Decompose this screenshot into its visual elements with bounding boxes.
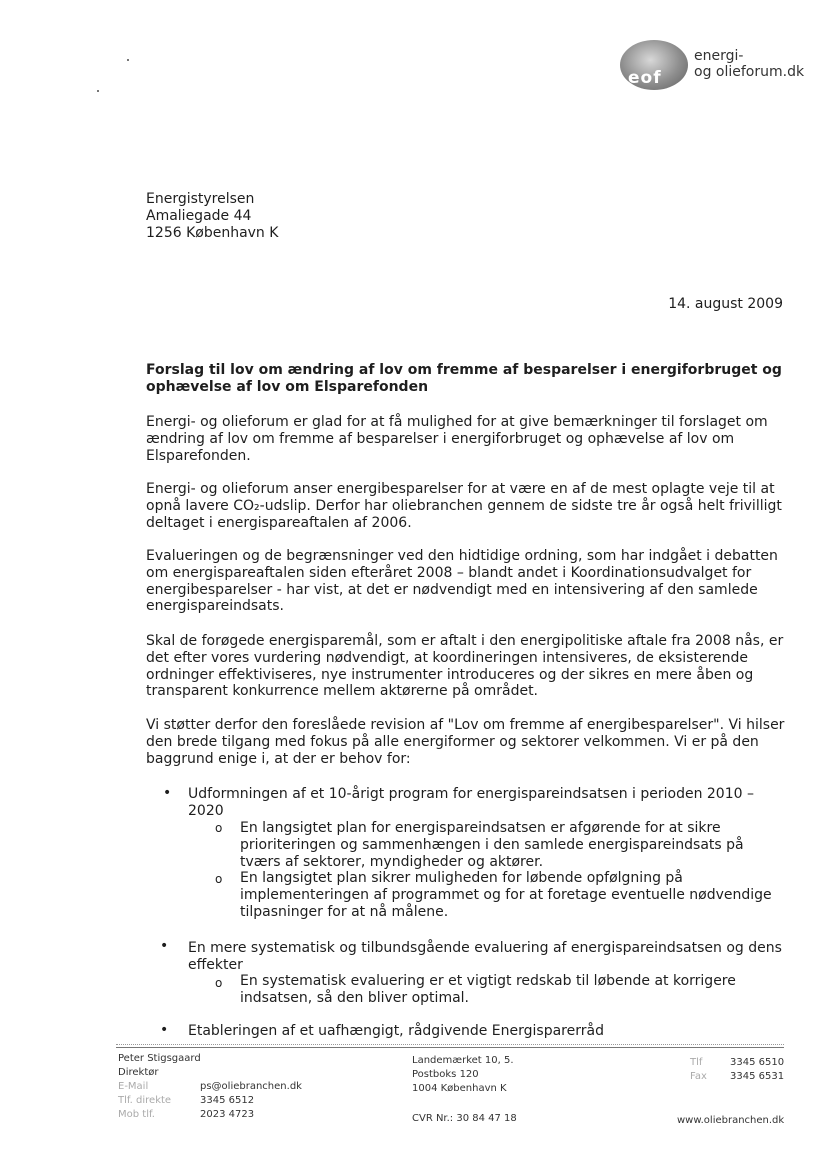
- eof-badge-icon: [620, 40, 688, 90]
- recipient-line: Amaliegade 44: [146, 208, 252, 224]
- sub-bullet-item: En langsigtet plan sikrer muligheden for løbende opfølgning på implementeringen af programmet og for at foretage eventuelle nødvendige tilpasninger for at nå målene.: [240, 870, 772, 920]
- footer-address-line: 1004 København K: [412, 1083, 507, 1094]
- bullet-icon: •: [160, 938, 169, 954]
- paragraph: Energi- og olieforum anser energibesparelser for at være en af de mest oplagte veje til at opnå lavere CO₂-udslip. Derfor har oliebranchen gennem de sidste tre år også helt frivilligt deltaget i energispareaftalen af 2006.: [146, 481, 782, 531]
- footer-tel: 3345 6510: [730, 1057, 785, 1068]
- bullet-item: Udformningen af et 10-årigt program for energispareindsatsen i perioden 2010 – 2020: [188, 786, 754, 819]
- paragraph: Evalueringen og de begrænsninger ved den hidtidige ordning, som har indgået i debatten om energispareaftalen siden efteråret 2008 – blandt andet i Koordinationsudvalget for energibesparelser - har vist, at det er nødvendigt med en intensivering af den samlede energispareindsats.: [146, 548, 778, 615]
- logo-wordmark: [694, 48, 804, 80]
- scan-speck: [127, 59, 129, 61]
- circle-bullet-icon: o: [215, 821, 223, 835]
- footer-address-line: Postboks 120: [412, 1069, 479, 1080]
- footer-direct-label: Tlf. direkte: [118, 1095, 172, 1106]
- bullet-icon: •: [160, 1022, 169, 1038]
- footer-mobile-label: Mob tlf.: [118, 1109, 155, 1120]
- circle-bullet-icon: o: [215, 976, 223, 990]
- footer-contact: [118, 1052, 302, 1122]
- footer-divider-dotted: [116, 1044, 784, 1045]
- footer-email[interactable]: ps@oliebranchen.dk: [200, 1081, 302, 1092]
- circle-bullet-icon: o: [215, 872, 223, 886]
- footer-address: [412, 1054, 514, 1096]
- footer-role: Direktør: [118, 1067, 159, 1078]
- footer-email-row: [118, 1080, 302, 1094]
- footer-website-link[interactable]: www.oliebranchen.dk: [677, 1115, 785, 1126]
- footer-phone-block: [690, 1056, 784, 1084]
- logo-badge-text: eof: [628, 68, 662, 88]
- footer-cvr: CVR Nr.: 30 84 47 18: [412, 1113, 517, 1124]
- bullet-icon: •: [163, 785, 172, 801]
- company-logo: [618, 36, 818, 96]
- footer-fax-label: Fax: [690, 1071, 707, 1082]
- footer-direct-row: [118, 1094, 302, 1108]
- footer-mobile-row: [118, 1108, 302, 1122]
- letter-date: 14. august 2009: [668, 296, 783, 312]
- logo-line-2: og olieforum.dk: [694, 64, 805, 80]
- letter-title: Forslag til lov om ændring af lov om fremme af besparelser i energiforbruget og ophævelse af lov om Elsparefonden: [146, 362, 782, 395]
- footer-mobile-phone: 2023 4723: [200, 1109, 255, 1120]
- paragraph: Skal de forøgede energisparemål, som er aftalt i den energipolitiske aftale fra 2008 nås, er det efter vores vurdering nødvendigt, at koordineringen intensiveres, de eksisterende ordninger effektiviseres, nye instrumenter introduceres og der sikres en mere åben og transparent konkurrence mellem aktørerne på området.: [146, 633, 784, 700]
- recipient-line: 1256 København K: [146, 225, 279, 241]
- paragraph: Vi støtter derfor den foreslåede revision af "Lov om fremme af energibesparelser". Vi hilser den brede tilgang med fokus på alle energiformer og sektorer velkommen. Vi er på den baggrund enige i, at der er behov for:: [146, 717, 785, 767]
- paragraph: Energi- og olieforum er glad for at få mulighed for at give bemærkninger til forslaget om ændring af lov om fremme af besparelser i energiforbruget og ophævelse af lov om Elsparefonden.: [146, 414, 768, 464]
- footer-divider: [116, 1047, 784, 1048]
- logo-line-1: energi-: [694, 48, 744, 64]
- recipient-address: [146, 191, 278, 242]
- bullet-item: En mere systematisk og tilbundsgående evaluering af energispareindsatsen og dens effekter: [188, 940, 782, 973]
- sub-bullet-item: En langsigtet plan for energispareindsatsen er afgørende for at sikre prioriteringen og sammenhængen i den samlede energispareindsats på tværs af sektorer, myndigheder og aktører.: [240, 820, 744, 870]
- bullet-item: Etableringen af et uafhængigt, rådgivende Energisparerråd: [188, 1023, 604, 1039]
- recipient-line: Energistyrelsen: [146, 191, 255, 207]
- sub-bullet-item: En systematisk evaluering er et vigtigt redskab til løbende at korrigere indsatsen, så den bliver optimal.: [240, 973, 736, 1006]
- footer-fax-row: [690, 1070, 784, 1084]
- footer-email-label: E-Mail: [118, 1081, 149, 1092]
- footer-address-line: Landemærket 10, 5.: [412, 1055, 514, 1066]
- footer-name: Peter Stigsgaard: [118, 1053, 201, 1064]
- scan-speck: [97, 90, 99, 92]
- footer-direct-phone: 3345 6512: [200, 1095, 255, 1106]
- footer-fax: 3345 6531: [730, 1071, 785, 1082]
- footer-tel-label: Tlf: [690, 1057, 703, 1068]
- footer-tel-row: [690, 1056, 784, 1070]
